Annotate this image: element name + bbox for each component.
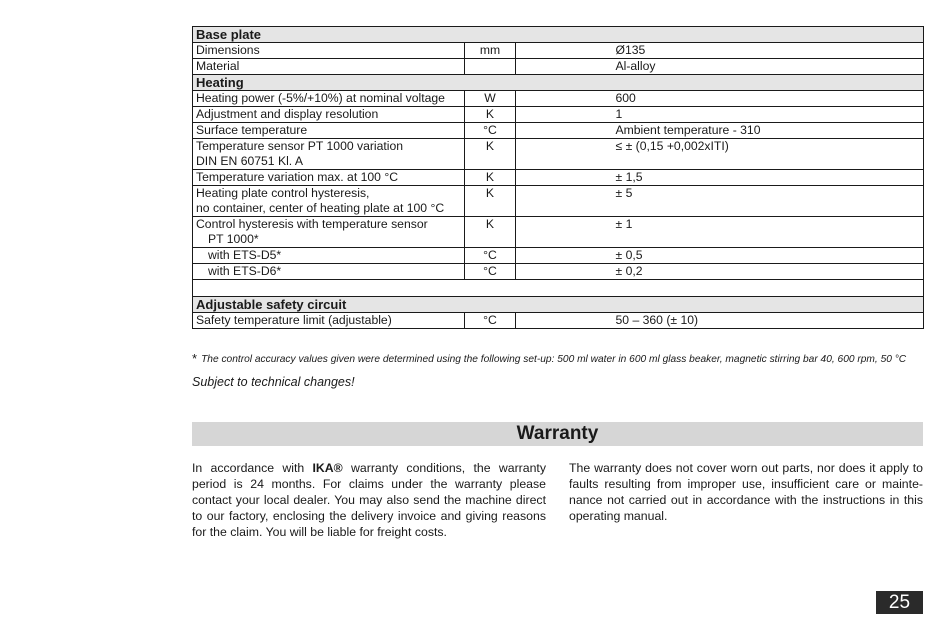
parameter-label: Heating power (-5%/+10%) at nominal voltage [196,91,445,105]
value-cell: ± 0,2 [616,264,924,280]
footnote-text: The control accuracy values given were determined using the following set-up: 500 ml water in 600 ml glass beaker, magnetic stirring bar 40, 600 rpm, 50 °C [201,354,907,365]
value-cell: Al-alloy [616,59,924,75]
parameter-cell [193,59,465,75]
parameter-cell [193,264,465,280]
parameter-cell [193,91,465,107]
parameter-label: Surface temperature [196,123,308,137]
warranty-right-paragraph: The warranty does not cover worn out parts, nor does it apply to faults resulting from improper use, insufficient care or mainte-nance not carried out in accordance with the instructions in this operating manual. [569,461,923,523]
table-row [193,264,924,280]
value-cell: ± 0,5 [616,248,924,264]
value-cell: ± 1,5 [616,170,924,186]
empty-cell [516,107,616,123]
parameter-label: Dimensions [196,43,260,57]
empty-cell [516,248,616,264]
parameter-cell [193,313,465,329]
parameter-label: with ETS-D5* [208,248,282,262]
parameter-cell [193,170,465,186]
parameter-label: PT 1000* [208,232,259,246]
unit-cell: W [465,91,516,107]
empty-cell [516,43,616,59]
unit-cell: mm [465,43,516,59]
parameter-cell [193,43,465,59]
unit-cell: °C [465,248,516,264]
empty-cell [516,313,616,329]
section-header-row [193,27,924,43]
table-row [193,186,924,217]
unit-cell: K [465,217,516,248]
value-cell: ≤ ± (0,15 +0,002xITI) [616,139,924,170]
table-row [193,43,924,59]
empty-cell [516,59,616,75]
table-row [193,59,924,75]
empty-cell [516,186,616,217]
empty-cell [516,91,616,107]
unit-cell: °C [465,264,516,280]
warranty-left-prefix: In accordance with [192,461,313,475]
section-title: Heating [193,75,924,91]
section-title: Adjustable safety circuit [193,297,924,313]
warranty-left-text: warranty conditions, the warranty period is 24 months. For claims under the warranty please contact your local dealer. You may also send the machine direct to our factory, enclosing the delivery invoice and giving reasons for the claim. You will be liable for freight costs. [192,461,546,539]
parameter-label: with ETS-D6* [208,264,282,278]
value-cell: 1 [616,107,924,123]
value-cell: 50 – 360 (± 10) [616,313,924,329]
parameter-cell [193,186,465,217]
section-title: Base plate [193,27,924,43]
footnote [192,351,932,366]
unit-cell: K [465,139,516,170]
table-row [193,170,924,186]
table-row [193,139,924,170]
parameter-label: DIN EN 60751 Kl. A [196,154,304,168]
section-header-row [193,75,924,91]
value-cell: ± 1 [616,217,924,248]
footnote-marker: * [192,351,198,366]
empty-cell [516,123,616,139]
warranty-heading: Warranty [192,422,923,446]
unit-cell: K [465,107,516,123]
parameter-label: Material [196,59,240,73]
technical-data-table [192,26,924,329]
parameter-cell [193,248,465,264]
spacer-cell [193,280,924,297]
unit-cell [465,59,516,75]
unit-cell: °C [465,123,516,139]
page-number: 25 [876,591,923,614]
table-row [193,107,924,123]
table-row [193,313,924,329]
section-header-row [193,297,924,313]
unit-cell: K [465,186,516,217]
value-cell: ± 5 [616,186,924,217]
empty-cell [516,264,616,280]
parameter-label: Temperature sensor PT 1000 variation [196,139,404,153]
subject-to-changes-note: Subject to technical changes! [192,375,355,389]
value-cell: Ø135 [616,43,924,59]
value-cell: Ambient temperature - 310 [616,123,924,139]
unit-cell: °C [465,313,516,329]
table-row [193,248,924,264]
table-row [193,91,924,107]
empty-cell [516,139,616,170]
spacer-row [193,280,924,297]
table-row [193,123,924,139]
parameter-label: Safety temperature limit (adjustable) [196,313,392,327]
parameter-cell [193,123,465,139]
empty-cell [516,217,616,248]
parameter-label: Adjustment and display resolution [196,107,379,121]
parameter-label: no container, center of heating plate at 100 °C [196,201,445,215]
warranty-left-paragraph [192,460,546,540]
parameter-cell [193,139,465,170]
table-row [193,217,924,248]
brand-name: IKA® [312,461,343,475]
unit-cell: K [465,170,516,186]
parameter-label: Temperature variation max. at 100 °C [196,170,398,184]
parameter-label: Control hysteresis with temperature sensor [196,217,428,231]
parameter-cell [193,217,465,248]
empty-cell [516,170,616,186]
parameter-label: Heating plate control hysteresis, [196,186,370,200]
parameter-cell [193,107,465,123]
value-cell: 600 [616,91,924,107]
